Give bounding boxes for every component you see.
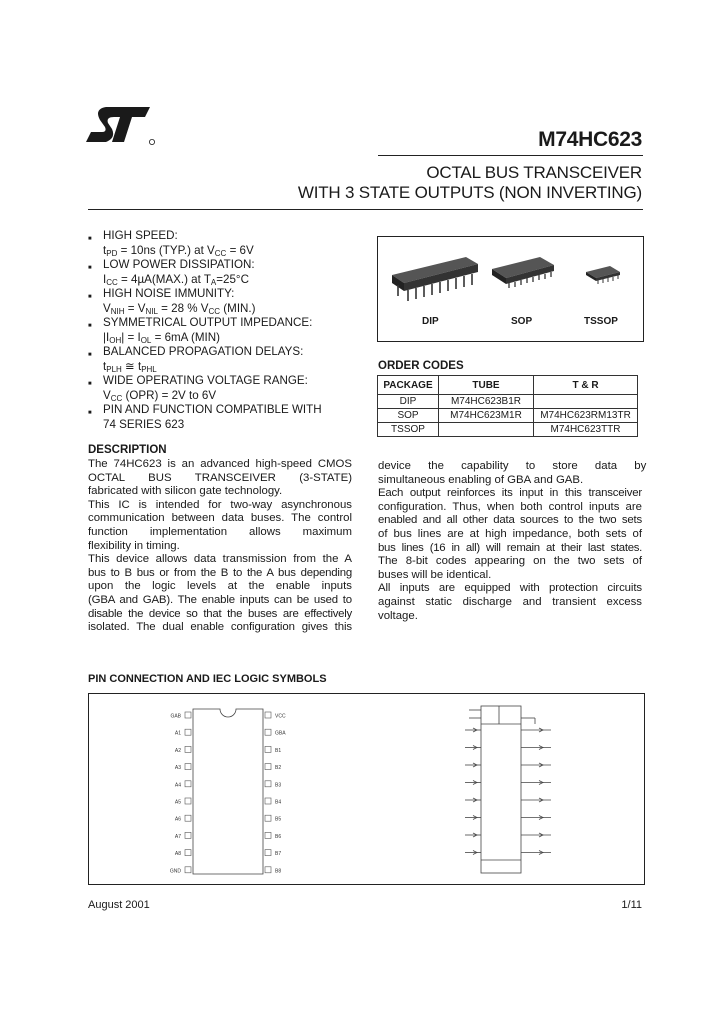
pin-box [265,746,271,752]
table-cell: M74HC623RM13TR [534,409,638,423]
pin-label-right: B3 [275,782,282,789]
feature-title: BALANCED PROPAGATION DELAYS: [103,345,304,358]
title-divider [88,209,643,210]
sop-package-icon [492,257,554,288]
pin-label-right: B7 [275,851,282,858]
table-row [378,423,638,437]
pin-connection-diagram [89,694,644,884]
text-line: device the capability to store data by [378,460,647,472]
pin-box [265,798,271,804]
pin-box [265,832,271,838]
header-divider [378,155,643,156]
table-header: PACKAGE [378,376,439,395]
feature-detail: $t_{PLH}$ ≅ $t_{PHL}$ [103,359,157,374]
pin-box [265,815,271,821]
pin-label-right: B4 [275,799,282,806]
pin-box [185,867,191,873]
feature-item [88,403,358,432]
pin-label-right: B2 [275,765,282,772]
tssop-package-icon [586,266,620,284]
order-codes-table [377,375,638,437]
pin-box [265,729,271,735]
text-line: enabled and all other data sources to the two sets [378,514,642,527]
bullet-icon: ■ [88,265,92,271]
bullet-icon: ■ [88,381,92,387]
text-line: function implementation allows maximum [88,525,352,538]
feature-detail: $t_{PD} = 10ns$ (TYP.) at $V_{CC} = 6V$ [103,243,254,258]
pin-label-left: A1 [174,730,181,737]
text-line: flexibility in timing. [88,539,180,552]
feature-detail: $|I_{OH}| = I_{OL} = 6mA$ (MIN) [103,330,220,345]
iec-logic-symbol [465,706,551,873]
pin-box [185,832,191,838]
pin-label-right: B1 [275,747,282,754]
pin-label-left: A8 [174,851,181,858]
feature-item [88,316,358,345]
pin-box [265,850,271,856]
table-cell: M74HC623M1R [439,409,534,423]
text-line: Each output reinforces its input in this transceiver [378,487,642,500]
table-cell: M74HC623TTR [534,423,638,437]
text-line: disable the device so that the buses are effectively [88,607,352,620]
feature-item [88,229,358,258]
package-label-dip: DIP [422,316,439,327]
order-codes-title: ORDER CODES [378,360,464,372]
feature-title: LOW POWER DISSIPATION: [103,258,255,271]
pin-label-right: GBA [275,730,286,737]
text-line: OCTAL BUS TRANSCEIVER (3-STATE) [88,471,352,484]
table-row [378,409,638,423]
feature-title: HIGH SPEED: [103,229,178,242]
bullet-icon: ■ [88,352,92,358]
pin-label-left: A3 [174,765,181,772]
bullet-icon: ■ [88,323,92,329]
bullet-icon: ■ [88,294,92,300]
description-left-column [88,458,352,635]
pin-box [185,746,191,752]
pin-box [265,781,271,787]
text-line: All inputs are equipped with protection circuits [378,582,642,595]
table-row [378,395,638,409]
feature-title: WIDE OPERATING VOLTAGE RANGE: [103,374,308,387]
title-line-2: WITH 3 STATE OUTPUTS (NON INVERTING) [297,183,642,202]
table-cell [439,423,534,437]
table-cell: TSSOP [378,423,439,437]
table-header: T & R [534,376,638,395]
feature-item [88,374,358,403]
footer-page-number: 1/11 [621,899,642,911]
text-line: bus lines (16 in all) will remain at their last states. [378,541,642,554]
text-line: fabricated with silicon gate technology. [88,485,283,498]
table-header-row [378,376,638,395]
feature-detail: $V_{NIH} = V_{NIL} = 28$ % $V_{CC}$ (MIN.) [103,301,256,316]
feature-detail: $V_{CC}$ (OPR) = 2V to 6V [103,388,217,403]
dip-package-icon [392,257,478,301]
pin-box [265,867,271,873]
text-line: isolated. The dual enable configuration gives this [88,621,352,634]
pin-label-right: B6 [275,833,282,840]
bullet-icon: ■ [88,236,92,242]
pin-label-left: A2 [174,747,181,754]
pin-box [185,764,191,770]
feature-title: PIN AND FUNCTION COMPATIBLE WITH [103,403,322,416]
pin-label-left: A7 [174,833,181,840]
pin-label-left: GAB [170,713,181,720]
pin-label-right: VCC [275,713,286,720]
package-box [377,236,644,342]
feature-detail: $I_{CC} = 4\mu A(MAX.)$ at $T_A=25^\circ C$ [103,272,249,287]
text-line: The 74HC623 is an advanced high-speed CMOS [88,458,352,470]
description-right-column [378,460,647,623]
pin-box [185,815,191,821]
text-line: This device allows data transmission from the A [88,553,352,566]
feature-item [88,287,358,316]
table-cell: DIP [378,395,439,409]
package-label-sop: SOP [511,316,533,327]
feature-title: SYMMETRICAL OUTPUT IMPEDANCE: [103,316,313,329]
pin-section-title: PIN CONNECTION AND IEC LOGIC SYMBOLS [88,673,327,685]
pin-label-left: A4 [174,782,181,789]
text-line: The 8-bit codes appearing on the two sets of [378,555,642,568]
st-logo [84,104,156,148]
pin-diagram-box [88,693,645,885]
text-line: bus to B bus or from the B to the A bus depending [88,566,352,579]
feature-list [88,229,358,432]
bullet-icon: ■ [88,410,92,416]
pin-label-right: B8 [275,868,282,875]
pin-box [185,798,191,804]
pin-label-left: GND [169,868,181,875]
description-title: DESCRIPTION [88,444,167,456]
text-line: communication between data buses. The control [88,512,352,525]
text-line: (GBA and GAB). The enable inputs can be used to [88,593,352,606]
dip-pinout [170,709,286,874]
text-line: of bus lines are at high impedance, both sets of [378,527,642,540]
footer-date: August 2001 [88,899,150,911]
pin-box [185,850,191,856]
table-cell: M74HC623B1R [439,395,534,409]
feature-title: HIGH NOISE IMMUNITY: [103,287,235,300]
pin-label-left: A5 [174,799,181,806]
feature-detail: 74 SERIES 623 [103,417,185,431]
pin-label-left: A6 [174,816,181,823]
pin-box [185,729,191,735]
package-label-tssop: TSSOP [584,316,618,327]
table-cell: SOP [378,409,439,423]
pin-box [185,781,191,787]
feature-item [88,258,358,287]
table-header: TUBE [439,376,534,395]
pin-box [265,764,271,770]
text-line: simultaneous enabling of GBA and GAB. [378,473,584,486]
title-line-1: OCTAL BUS TRANSCEIVER [426,163,642,182]
pin-box [185,712,191,718]
pin-box [265,712,271,718]
text-line: This IC is intended for two-way asynchronous [88,498,352,511]
text-line: against static discharge and transient excess [378,595,642,608]
text-line: upon the logic levels at the enable inputs [88,580,352,593]
pin-label-right: B5 [275,816,282,823]
text-line: buses will be identical. [378,568,492,581]
part-number: M74HC623 [538,128,642,151]
table-cell [534,395,638,409]
text-line: voltage. [378,609,418,622]
text-line: configuration. Thus, when both control inputs are [378,500,642,513]
feature-item [88,345,358,374]
